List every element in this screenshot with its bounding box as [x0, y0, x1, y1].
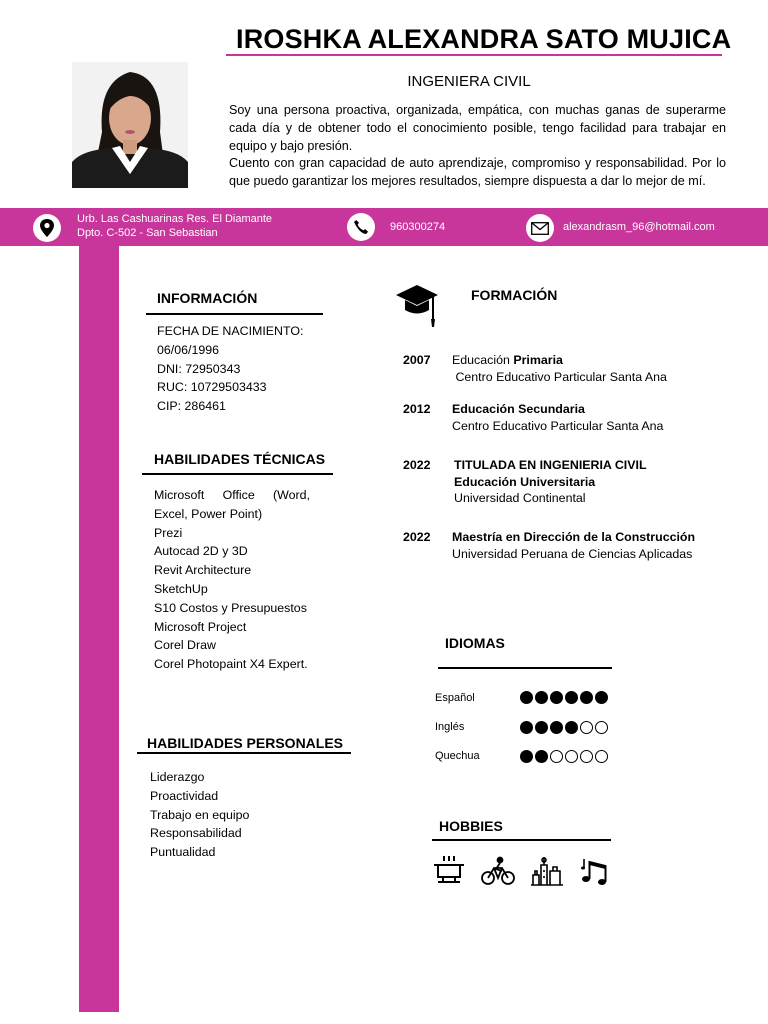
summary-paragraph: Soy una persona proactiva, organizada, empática, con muchas ganas de superarme cada día y de obtener todo el conocimiento posible, tengo facilidad para trabajar en equipo y bajo presión. [229, 103, 726, 153]
info-item: DNI: 72950343 [157, 361, 241, 376]
skill-item: SketchUp [154, 581, 208, 596]
section-title-habilidades-personales: HABILIDADES PERSONALES [147, 735, 344, 751]
music-icon [581, 856, 611, 886]
level-dot-filled [520, 691, 533, 704]
level-dot-filled [520, 721, 533, 734]
travel-icon [530, 853, 564, 886]
education-institution: Centro Educativo Particular Santa Ana [452, 369, 667, 384]
full-name: IROSHKA ALEXANDRA SATO MUJICA [236, 24, 732, 54]
education-text: Educación [452, 353, 514, 367]
level-dot-empty [580, 750, 593, 763]
level-dot-empty [550, 750, 563, 763]
section-rule [142, 473, 333, 475]
summary-paragraph: Cuento con gran capacidad de auto aprendizaje, compromiso y responsabilidad. Por lo que puedo garantizar los mejores resultados, siempre dispuesta a dar lo mejor de mí. [229, 156, 726, 189]
language-name: Español [435, 692, 475, 704]
language-level [520, 721, 608, 734]
section-title-hobbies: HOBBIES [439, 818, 503, 834]
info-item: FECHA DE NACIMIENTO: [157, 324, 304, 338]
personal-skill-item: Proactividad [150, 788, 219, 803]
level-dot-empty [595, 750, 608, 763]
level-dot-filled [535, 691, 548, 704]
side-stripe [79, 246, 119, 1012]
location-pin-icon [33, 214, 61, 242]
info-item: RUC: 10729503433 [157, 380, 267, 395]
section-rule [432, 839, 611, 841]
education-year: 2022 [403, 458, 431, 472]
section-rule [146, 313, 323, 315]
graduation-cap-icon [395, 283, 439, 332]
education-entry [454, 457, 647, 507]
skill-item: Revit Architecture [154, 563, 252, 578]
education-level: Educación Universitaria [454, 474, 596, 489]
education-entry [452, 401, 663, 434]
personal-skill-item: Puntualidad [150, 845, 216, 860]
education-entry [452, 529, 695, 562]
personal-skill-item: Trabajo en equipo [150, 807, 250, 822]
education-level: Educación Secundaria [452, 402, 585, 416]
informacion-list [157, 322, 303, 416]
education-institution: Universidad Peruana de Ciencias Aplicadas [452, 546, 693, 561]
language-level [520, 691, 608, 704]
name-underline [226, 54, 722, 56]
level-dot-filled [580, 691, 593, 704]
level-dot-filled [565, 721, 578, 734]
section-title-habilidades-tecnicas: HABILIDADES TÉCNICAS [154, 451, 326, 467]
address-line: Urb. Las Cashuarinas Res. El Diamante [77, 213, 273, 225]
email-address[interactable]: alexandrasm_96@hotmail.com [563, 221, 715, 233]
level-dot-filled [535, 721, 548, 734]
skill-item: Microsoft Office (Word, Excel, Power Point) [154, 488, 310, 521]
address [77, 212, 272, 240]
skill-item: Corel Draw [154, 638, 216, 653]
cycling-icon [481, 856, 515, 886]
education-year: 2022 [403, 530, 431, 544]
level-dot-filled [595, 691, 608, 704]
language-name: Quechua [435, 750, 480, 762]
profile-summary [229, 102, 726, 191]
education-entry [452, 352, 667, 385]
cooking-icon [432, 854, 466, 886]
level-dot-filled [535, 750, 548, 763]
address-line: Dpto. C-502 - San Sebastian [77, 227, 218, 239]
education-year: 2007 [403, 353, 431, 367]
level-dot-empty [595, 721, 608, 734]
info-item: 06/06/1996 [157, 342, 220, 357]
personal-skill-item: Liderazgo [150, 770, 205, 784]
skill-item: Microsoft Project [154, 619, 247, 634]
level-dot-filled [520, 750, 533, 763]
personal-skill-item: Responsabilidad [150, 826, 242, 841]
section-title-informacion: INFORMACIÓN [157, 290, 258, 306]
section-title-idiomas: IDIOMAS [445, 635, 505, 651]
section-rule [438, 667, 612, 669]
level-dot-filled [550, 691, 563, 704]
habilidades-personales-list [150, 768, 249, 862]
education-institution: Universidad Continental [454, 491, 586, 505]
profile-photo [72, 62, 188, 188]
email-icon [526, 214, 554, 242]
section-rule [137, 752, 351, 754]
skill-item: Corel Photopaint X4 Expert. [154, 657, 308, 672]
language-name: Inglés [435, 721, 465, 733]
level-dot-filled [550, 721, 563, 734]
level-dot-filled [565, 691, 578, 704]
skill-item: Prezi [154, 525, 183, 540]
info-item: CIP: 286461 [157, 399, 226, 414]
language-level [520, 750, 608, 763]
skill-item: S10 Costos y Presupuestos [154, 600, 307, 615]
phone-icon [347, 213, 375, 241]
section-title-formacion: FORMACIÓN [471, 287, 558, 303]
education-level: Primaria [513, 353, 563, 367]
education-institution: Centro Educativo Particular Santa Ana [452, 418, 664, 433]
level-dot-empty [580, 721, 593, 734]
level-dot-empty [565, 750, 578, 763]
skill-item: Autocad 2D y 3D [154, 544, 248, 559]
education-degree: TITULADA EN INGENIERIA CIVIL [454, 458, 647, 472]
job-title: INGENIERA CIVIL [407, 73, 531, 90]
habilidades-tecnicas-list [154, 486, 310, 674]
education-degree: Maestría en Dirección de la Construcción [452, 530, 696, 544]
education-year: 2012 [403, 402, 431, 416]
phone-number[interactable]: 960300274 [390, 221, 446, 233]
